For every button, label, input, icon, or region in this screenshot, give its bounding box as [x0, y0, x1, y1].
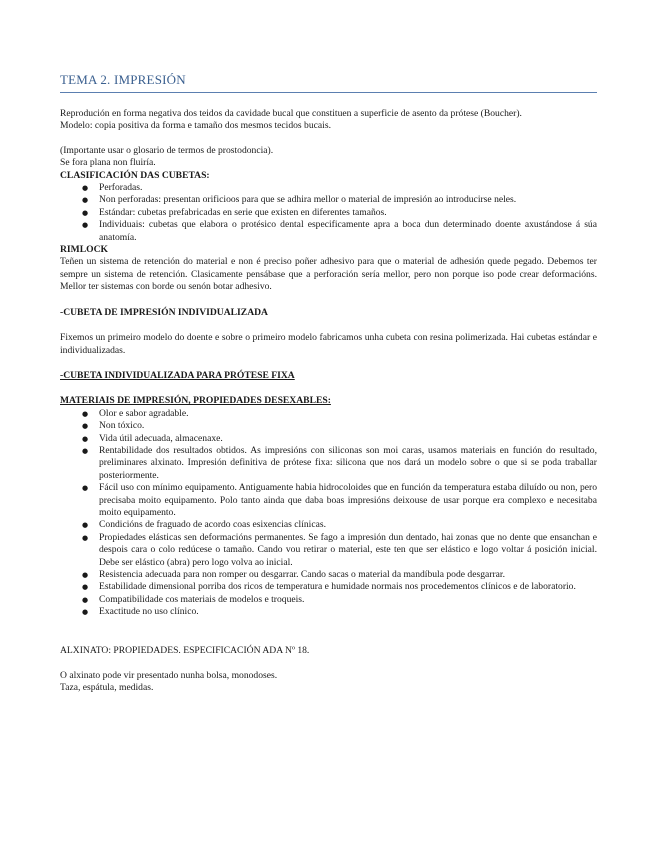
alxinato-line: O alxinato pode vir presentado nunha bolsa, monodoses. [60, 670, 278, 682]
list-item: ● Estándar: cubetas prefabricadas en serie que existen en diferentes tamaños. [60, 207, 597, 219]
list-item: ● Individuais: cubetas que elabora o protésico dental especificamente apra a boca dun determinado doente axustándose á súa anatomía. [60, 219, 597, 244]
list-item: ● Compatibilidade cos materiais de modelos e troqueis. [60, 594, 597, 606]
list-item: ● Estabilidade dimensional porriba dos ricos de temperatura e humidade normais nos procedementos clínicos e de laboratorio. [60, 581, 597, 593]
alxinato-line: Taza, espátula, medidas. [60, 682, 154, 694]
list-item: ● Non tóxico. [60, 420, 597, 432]
list-item: ● Perforadas. [60, 182, 597, 194]
title-block [60, 72, 597, 93]
list-item: ● Vida útil adecuada, almacenaxe. [60, 433, 597, 445]
cubetas-list [60, 182, 597, 244]
list-item: ● Rentabilidade dos resultados obtidos. As impresións con siliconas son moi caras, usamos materiais en función do resultado, preliminares alxinato. Impresión definitiva de prótese fixa: silicona que nos dará un modelo sobre o que si se poda traballar posteriormente. [60, 445, 597, 482]
page-title: TEMA 2. IMPRESIÓN [60, 72, 597, 93]
individualizada-text: Fixemos un primeiro modelo do doente e sobre o primeiro modelo fabricamos unha cubeta con resina polimerizada. Hai cubetas estándar e individualizadas. [60, 332, 597, 356]
list-item: ● Exactitude no uso clínico. [60, 606, 597, 618]
cubetas-heading: CLASIFICACIÓN DAS CUBETAS: [60, 169, 210, 181]
list-item: ● Propiedades elásticas sen deformacións permanentes. Se fago a impresión dun dentado, hai zonas que no dente que ensanchan e despois cara o colo redúcese o tamaño. Cando vou retirar o material, este ten que ser elástico e logo voltar á posición inicial. Debe ser elástico (abra) pero logo volva ao inicial. [60, 532, 597, 569]
list-item: ● Non perforadas: presentan orificioos para que se adhira mellor o material de impresión ao introducirse neles. [60, 194, 597, 206]
list-item: ● Condicións de fraguado de acordo coas esixencias clínicas. [60, 519, 597, 531]
list-item: ● Olor e sabor agradable. [60, 408, 597, 420]
list-item: ● Fácil uso con mínimo equipamento. Antiguamente habia hidrocoloides que en función da temperatura estaba diluído ou non, pero precisaba moito equipamento. Polo tanto ainda que daba boas impresións deixouse de usar porque era complexo e necesitaba moito equipamento. [60, 482, 597, 519]
document-body [60, 108, 597, 695]
intro-model: Modelo: copia positiva da forma e tamaño dos mesmos tecidos bucais. [60, 120, 331, 132]
list-item: ● Resistencia adecuada para non romper ou desgarrar. Cando sacas o material da mandíbula pode desgarrar. [60, 569, 597, 581]
individualizada-heading: -CUBETA DE IMPRESIÓN INDIVIDUALIZADA [60, 306, 268, 318]
fixa-heading: -CUBETA INDIVIDUALIZADA PARA PRÓTESE FIXA [60, 369, 295, 381]
intro-definition: Reprodución en forma negativa dos teidos da cavidade bucal que constituen a superficie de asento da prótese (Boucher). [60, 108, 522, 119]
alxinato-heading: ALXINATO: PROPIEDADES. ESPECIFICACIÓN ADA Nº 18. [60, 644, 310, 656]
materiais-list [60, 408, 597, 619]
materiais-heading: MATERIAIS DE IMPRESIÓN, PROPIEDADES DESEXABLES: [60, 395, 331, 407]
note-flat: Se fora plana non fluiría. [60, 157, 156, 169]
rimlock-heading: RIMLOCK [60, 244, 108, 256]
rimlock-text: Teñen un sistema de retención do material e non é preciso poñer adhesivo para que o material de adhesión quede pegado. Debemos ter sempre un sistema de retención. Clasicamente pensábase que a perforación sería mellor, pero non porque iso pode crear deformacións. Mellor ter sistemas con borde ou senón botar adhesivo. [60, 256, 597, 293]
note-glossary: (Importante usar o glosario de termos de prostodoncia). [60, 144, 274, 156]
